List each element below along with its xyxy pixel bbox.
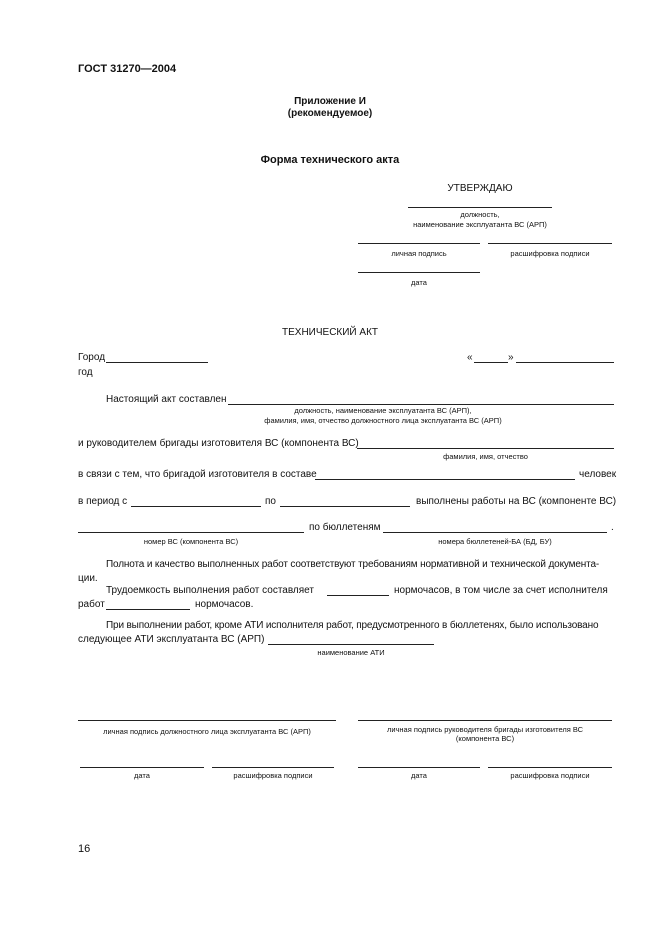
leader-text: и руководителем бригады изготовителя ВС (компонента ВС) xyxy=(78,438,359,449)
date-quote-open: « xyxy=(467,352,473,363)
composed-by-text: Настоящий акт составлен xyxy=(106,394,227,405)
aircraft-number-line xyxy=(78,532,304,533)
labor-text-2-post: нормочасов. xyxy=(195,599,254,610)
labor-hours-line xyxy=(327,595,389,596)
standard-number: ГОСТ 31270—2004 xyxy=(78,63,177,75)
leader-decode-line xyxy=(488,767,612,768)
labor-text-1-post: нормочасов, в том числе за счет исполнителя xyxy=(394,585,608,596)
leader-signature-caption-1: личная подпись руководителя бригады изготовителя ВС xyxy=(386,725,584,734)
leader-signature-caption-2: (компонента ВС) xyxy=(455,734,515,743)
operator-date-caption: дата xyxy=(134,771,150,780)
period-to-line xyxy=(280,506,410,507)
leader-date-caption: дата xyxy=(411,771,427,780)
date-quote-close: » xyxy=(508,352,514,363)
labor-executor-line xyxy=(106,609,190,610)
bulletins-line xyxy=(383,532,607,533)
operator-signature-line xyxy=(78,720,336,721)
ati-text-2: следующее АТИ эксплуатанта ВС (АРП) xyxy=(78,634,265,645)
ati-text-1: При выполнении работ, кроме АТИ исполнителя работ, предусмотренного в бюллетенях, было использовано xyxy=(106,620,599,631)
date-day-line xyxy=(474,362,508,363)
period-dot: . xyxy=(611,522,614,533)
approve-position-line xyxy=(408,207,552,208)
labor-text-1: Трудоемкость выполнения работ составляет xyxy=(106,585,314,596)
act-title: ТЕХНИЧЕСКИЙ АКТ xyxy=(282,327,378,338)
city-label: Город xyxy=(78,352,106,363)
brigade-text: в связи с тем, что бригадой изготовителя в составе xyxy=(78,469,317,480)
leader-signature-line xyxy=(358,720,612,721)
by-bulletins-text: по бюллетеням xyxy=(309,522,381,533)
leader-caption: фамилия, имя, отчество xyxy=(443,452,528,461)
approve-decode-line xyxy=(488,243,612,244)
period-from-line xyxy=(131,506,261,507)
approve-date-line xyxy=(358,272,480,273)
approve-decode-caption: расшифровка подписи xyxy=(510,249,590,258)
leader-line xyxy=(357,448,614,449)
operator-decode-line xyxy=(212,767,334,768)
works-done-text: выполнены работы на ВС (компоненте ВС) xyxy=(416,496,617,507)
ati-line xyxy=(268,644,434,645)
date-month-line xyxy=(516,362,614,363)
approve-heading: УТВЕРЖДАЮ xyxy=(447,183,513,194)
period-to-text: по xyxy=(265,496,276,507)
quality-text-2: ции. xyxy=(78,573,98,584)
composed-by-caption-2: фамилия, имя, отчество должностного лица эксплуатанта ВС (АРП) xyxy=(264,416,502,425)
composed-by-caption-1: должность, наименование эксплуатанта ВС (АРП), xyxy=(294,406,472,415)
form-title: Форма технического акта xyxy=(260,154,400,166)
period-from-text: в период с xyxy=(78,496,128,507)
brigade-line xyxy=(315,479,575,480)
page-number: 16 xyxy=(78,843,91,855)
composed-by-line xyxy=(228,404,614,405)
operator-date-line xyxy=(80,767,204,768)
operator-decode-caption: расшифровка подписи xyxy=(233,771,313,780)
operator-signature-caption: личная подпись должностного лица эксплуатанта ВС (АРП) xyxy=(103,727,311,736)
leader-decode-caption: расшифровка подписи xyxy=(510,771,590,780)
approve-signature-line xyxy=(358,243,480,244)
annex-subtitle: (рекомендуемое) xyxy=(287,108,373,119)
brigade-post-text: человек xyxy=(579,469,617,480)
ati-caption: наименование АТИ xyxy=(317,648,385,657)
approve-position-caption-2: наименование эксплуатанта ВС (АРП) xyxy=(413,220,547,229)
approve-position-caption-1: должность, xyxy=(460,210,500,219)
bulletins-caption: номера бюллетеней-БА (БД, БУ) xyxy=(438,537,552,546)
leader-date-line xyxy=(358,767,480,768)
labor-text-2: работ xyxy=(78,599,105,610)
approve-signature-caption: личная подпись xyxy=(391,249,447,258)
city-line xyxy=(106,362,208,363)
year-label: год xyxy=(78,367,93,378)
aircraft-number-caption: номер ВС (компонента ВС) xyxy=(143,537,239,546)
quality-text-1: Полнота и качество выполненных работ соответствуют требованиям нормативной и технической документа- xyxy=(106,559,600,570)
annex-title: Приложение И xyxy=(294,96,366,107)
approve-date-caption: дата xyxy=(411,278,427,287)
